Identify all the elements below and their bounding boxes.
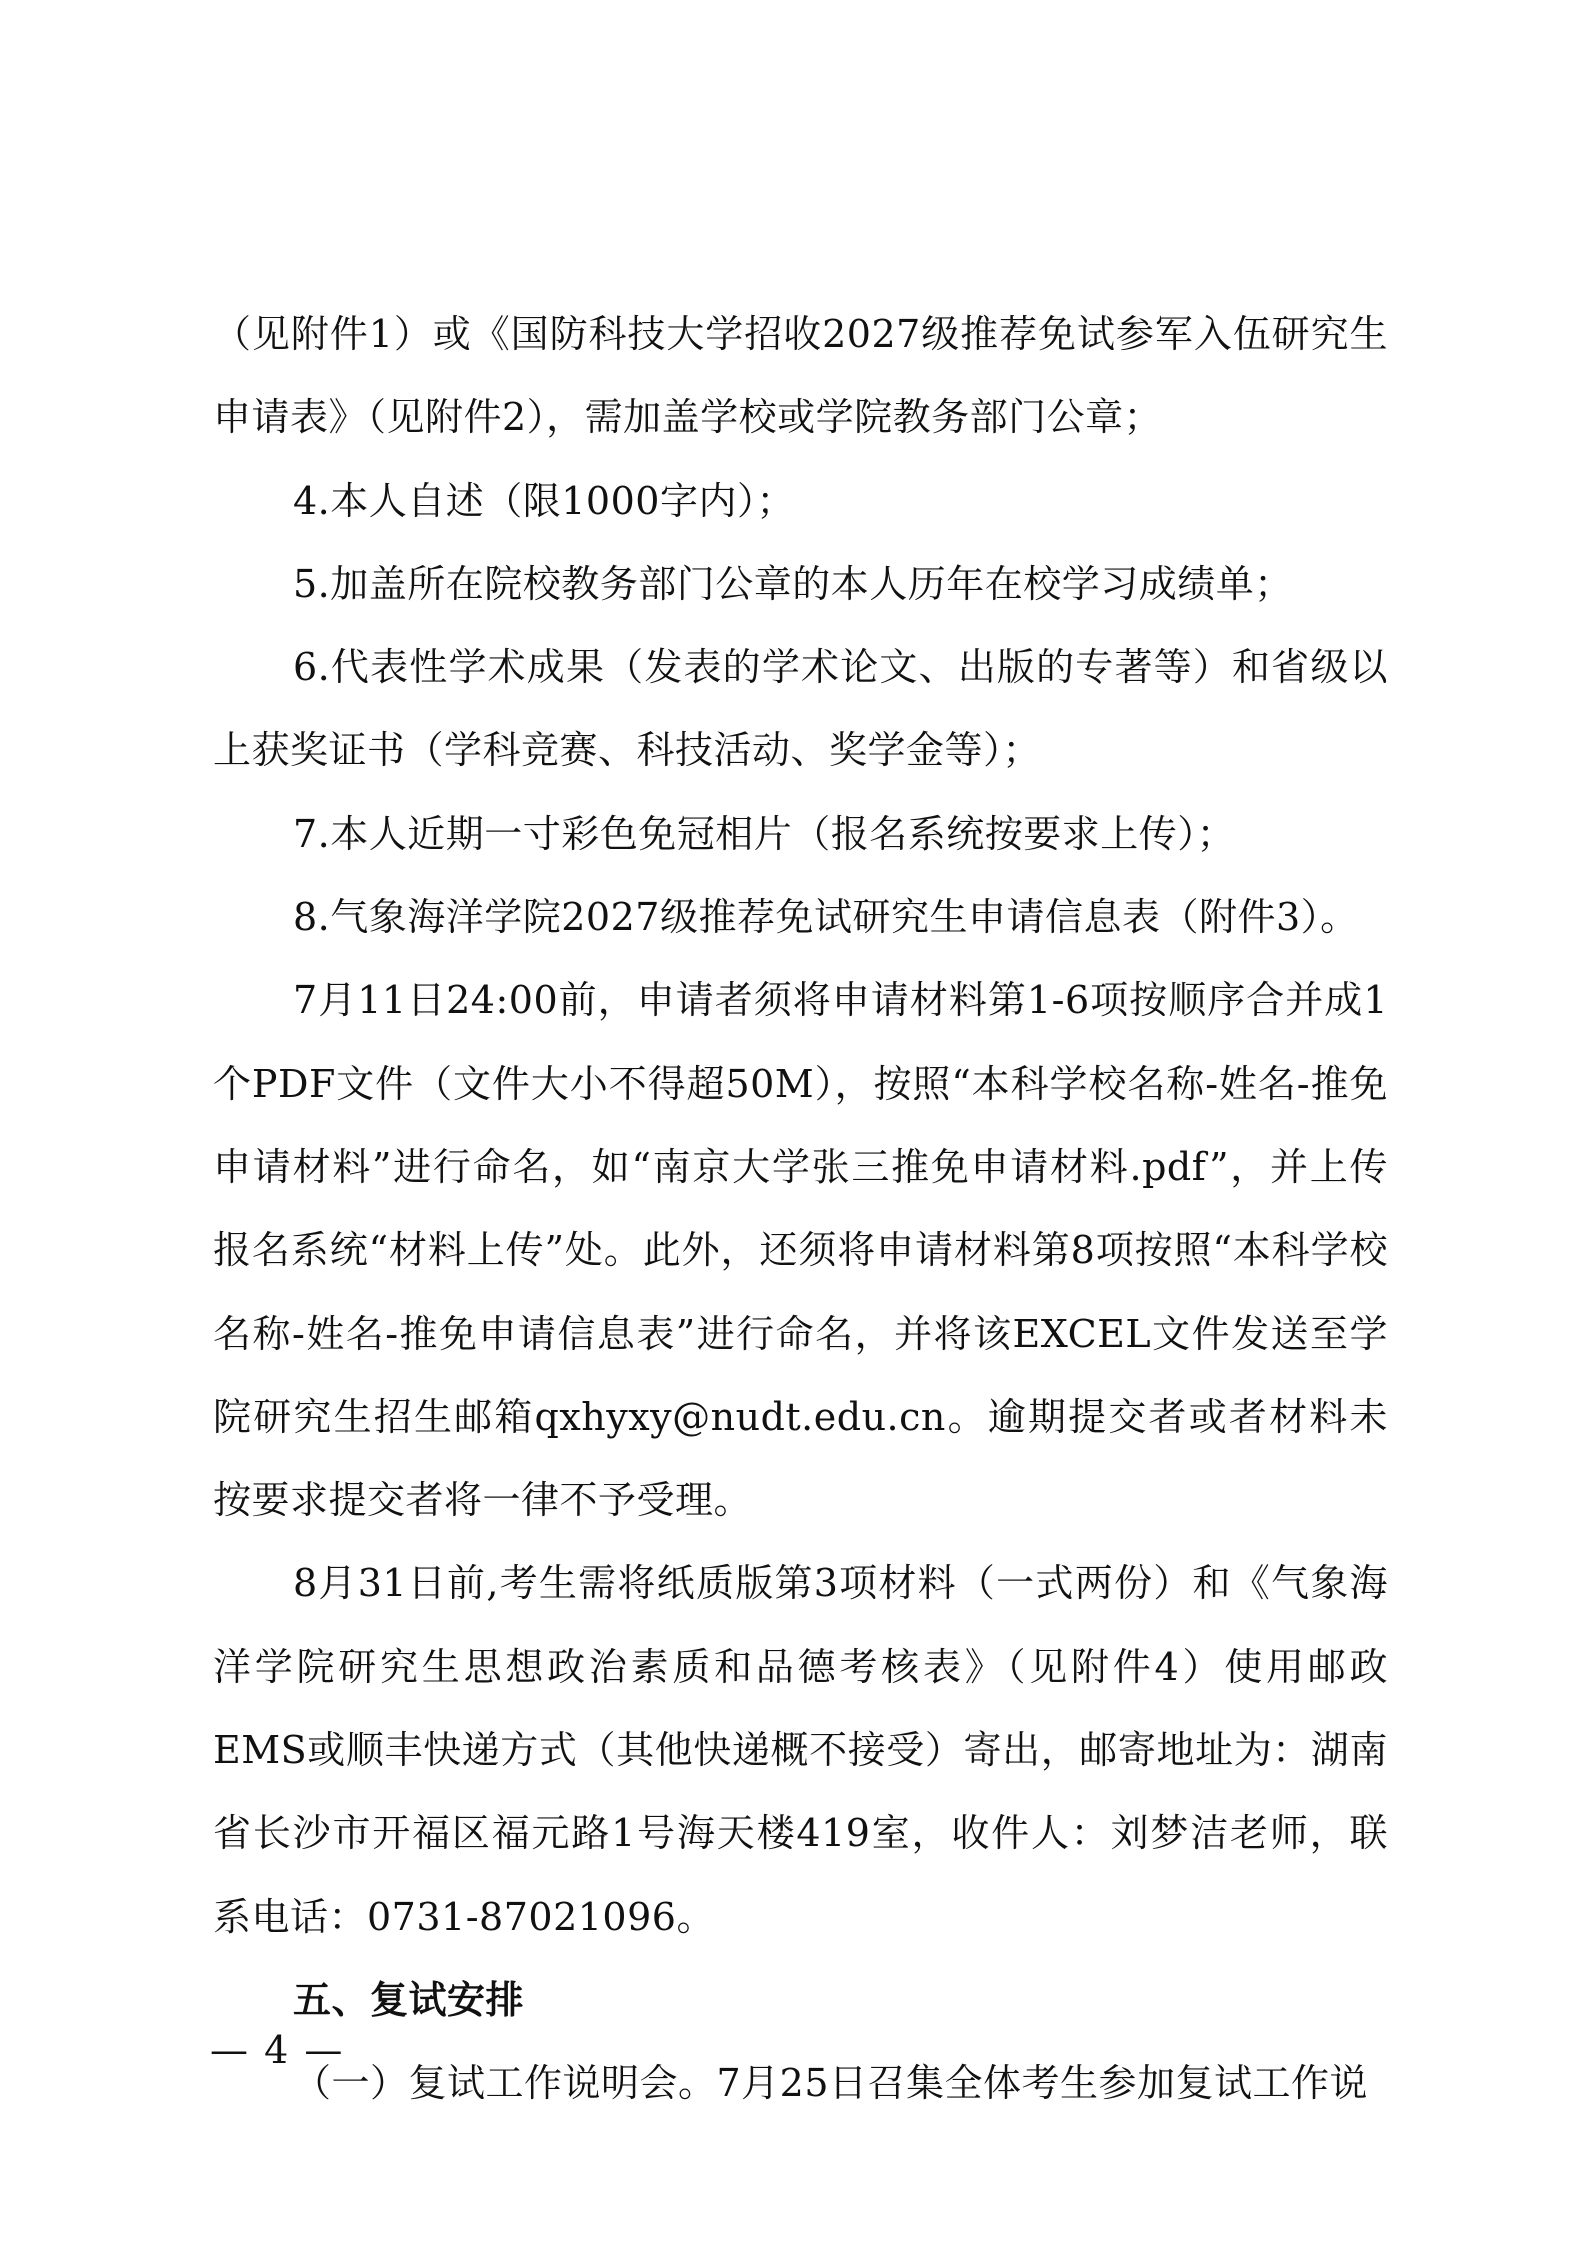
paragraph-item-7: 7.本人近期一寸彩色免冠相片（报名系统按要求上传）； (293, 811, 1236, 856)
paragraph-mailing-instructions: 8月31日前,考生需将纸质版第3项材料（一式两份）和《气象海洋学院研究生思想政治素质和品德考核表》（见附件4）使用邮政EMS或顺丰快递方式（其他快递概不接受）寄出，邮寄地址为：湖南省长沙市开福区福元路1号海天楼419室，收件人：刘梦洁老师，联系电话：0731-87021096。 (213, 1561, 1388, 1939)
section-heading: 五、复试安排 (293, 1977, 525, 2022)
paragraph-item-4: 4.本人自述（限1000字内）； (293, 478, 795, 523)
paragraph-item-8: 8.气象海洋学院2027级推荐免试研究生申请信息表（附件3）。 (293, 895, 1359, 940)
document-body (213, 293, 1388, 2126)
paragraph-item-6: 6.代表性学术成果（发表的学术论文、出版的专著等）和省级以上获奖证书（学科竞赛、科技活动、奖学金等）； (213, 645, 1388, 773)
paragraph-submission-deadline: 7月11日24:00前，申请者须将申请材料第1-6项按顺序合并成1个PDF文件（文件大小不得超50M），按照“本科学校名称-姓名-推免申请材料”进行命名，如“南京大学张三推免申请材料.pdf”，并上传报名系统“材料上传”处。此外，还须将申请材料第8项按照“本科学校名称-姓名-推免申请信息表”进行命名，并将该EXCEL文件发送至学院研究生招生邮箱qxhyxy@nudt.edu.cn。逾期提交者或者材料未按要求提交者将一律不予受理。 (213, 978, 1388, 1523)
page-number: — 4 — (210, 2028, 345, 2072)
paragraph-item-5: 5.加盖所在院校教务部门公章的本人历年在校学习成绩单； (293, 561, 1293, 606)
paragraph-retest-briefing: （一）复试工作说明会。7月25日召集全体考生参加复试工作说 (293, 2061, 1369, 2106)
paragraph-attachment-continuation: （见附件1）或《国防科技大学招收2027级推荐免试参军入伍研究生申请表》（见附件2），需加盖学校或学院教务部门公章； (213, 312, 1388, 440)
